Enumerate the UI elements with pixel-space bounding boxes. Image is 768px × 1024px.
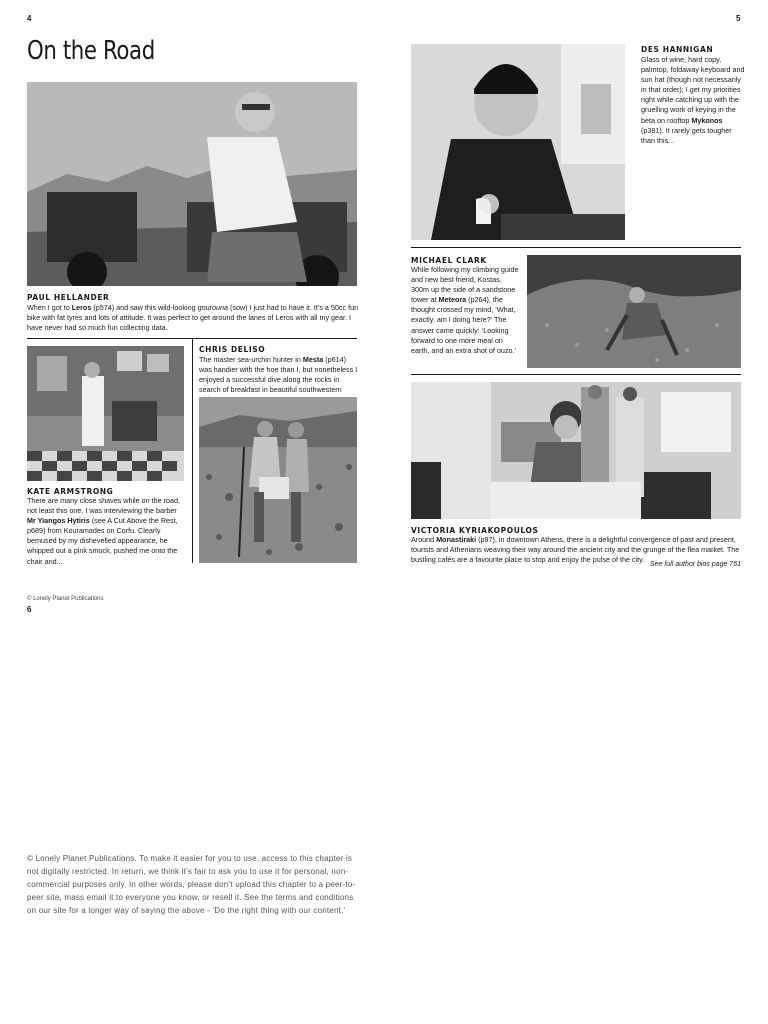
section-divider [411, 374, 741, 375]
photo-des-hannigan [411, 44, 625, 240]
column-divider [192, 338, 193, 563]
author-name-des-hannigan: DES HANNIGAN [641, 45, 714, 54]
section-divider [411, 247, 741, 248]
footer-page-number: 6 [27, 605, 32, 614]
author-name-victoria-kyriakopoulos: VICTORIA KYRIAKOPOULOS [411, 526, 539, 535]
photo-paul-hellander [27, 82, 357, 286]
author-name-paul-hellander: PAUL HELLANDER [27, 293, 110, 302]
author-name-kate-armstrong: KATE ARMSTRONG [27, 487, 114, 496]
page-title: On the Road [27, 36, 155, 66]
caption-kate-armstrong: There are many close shaves while on the road, not least this one. I was interviewing the barber Mr Yiangos Hytiris (see A Cut Above the Rest, p689) from Kouramades on Corfu. Clearly bemused by my dishevelled appearance, he whipped out a pink smock, pushed me onto the chair and... [27, 496, 181, 566]
caption-chris-deliso: The master sea-urchin hunter in Mesta (p614) was handier with the hoe than I, but nonetheless I enjoyed a successful dive along the rocks in search of breakfast in beautiful southwestern [199, 355, 358, 395]
right-page-number: 5 [736, 14, 741, 23]
photo-chris-deliso [199, 397, 357, 563]
see-author-bios: See full author bios page 761 [649, 561, 741, 568]
left-page-number: 4 [27, 14, 32, 23]
caption-victoria-kyriakopoulos: Around Monastiraki (p97), in downtown Athens, there is a delightful convergence of past and present, tourists and Athenians weaving their way around the ancient city and the grunge of the flea market. The bustling cafés are a favourite place to stop and enjoy the pulse of the city. [411, 535, 740, 565]
caption-paul-hellander: When I got to Leros (p574) and saw this wild-looking gourouna (sow) I just had to have it. It’s a 50cc fun bike with fat tyres and lots of attitude. It was perfect to get around the lanes of Leros with all my gear. I have never had so much fun collecting data. [27, 303, 359, 333]
caption-michael-clark: While following my climbing guide and new best friend, Kostas, 300m up the side of a sandstone tower at Meteora (p264), the thought crossed my mind, ‘What, exactly, am I doing here?’ The answer came quickly: ‘Looking forward to one more meal on earth, and an extra shot of ouzo.’ [411, 265, 519, 355]
photo-kate-armstrong [27, 346, 184, 481]
author-name-michael-clark: MICHAEL CLARK [411, 256, 487, 265]
author-name-chris-deliso: CHRIS DELISO [199, 345, 266, 354]
photo-victoria-kyriakopoulos [411, 382, 741, 519]
usage-notice: © Lonely Planet Publications. To make it easier for you to use, access to this chapter is not digitally restricted. In return, we think it’s fair to ask you to use it for personal, non-commercial purposes only. In other words, please don’t upload this chapter to a peer-to-peer site, mass email it to everyone you know, or resell it. See the terms and conditions on our site for a longer way of saying the above - ‘Do the right thing with our content.’ [27, 854, 356, 915]
photo-michael-clark [527, 255, 741, 368]
caption-des-hannigan: Glass of wine, hard copy, palmtop, foldaway keyboard and sun hat (though not necessarily in that order); I get my priorities right while catching up with the gruelling work of keying in the beta on rooftop Mykonos (p381). It rarely gets tougher than this... [641, 55, 745, 145]
footer-copyright: © Lonely Planet Publications [27, 596, 104, 602]
